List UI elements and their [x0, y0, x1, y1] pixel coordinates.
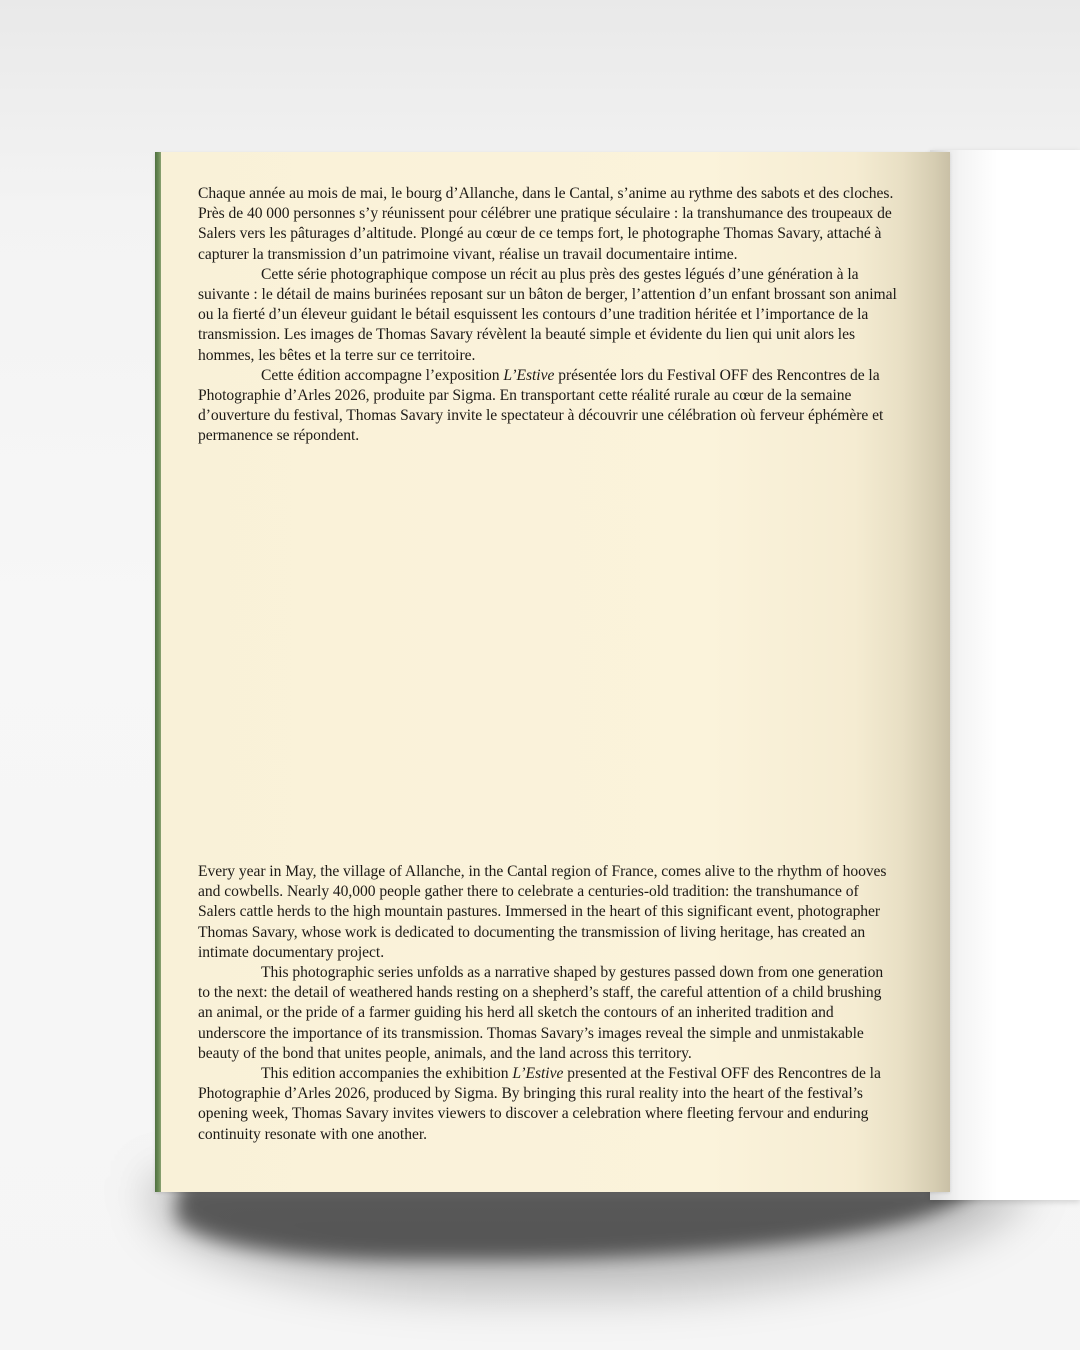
english-exhibition-title: L’Estive: [512, 1065, 564, 1083]
french-text-block: [198, 184, 898, 447]
book-page: [155, 152, 950, 1192]
english-p3-rest: presented at the Festival OFF des Rencontres de la Photographie d’Arles 2026, produced by Sigma. By bringing this rural reality into the heart of the festival’s opening week, Thomas Savary invites viewers to discover a celebration where fleeting fervour and enduring continuity resonate with one another.: [198, 1065, 881, 1143]
french-p3-rest: présentée lors du Festival OFF des Rencontres de la Photographie d’Arles 2026, produite par Sigma. En transportant cette réalité rurale au cœur de la semaine d’ouverture du festival, Thomas Savary invite le spectateur à découvrir une célébration où ferveur éphémère et permanence se répondent.: [198, 366, 884, 445]
next-page-edge: [930, 150, 1080, 1200]
english-text-block: [198, 862, 898, 1145]
french-exhibition-title: L’Estive: [503, 366, 555, 384]
french-p3-intro: Cette édition accompagne l’exposition: [261, 366, 504, 384]
english-paragraph-1: Every year in May, the village of Allanche, in the Cantal region of France, comes alive to the rhythm of hooves and cowbells. Nearly 40,000 people gather there to celebrate a centuries-old tradition: the transhumance of Salers cattle herds to the high mountain pastures. Immersed in the heart of this significant event, photographer Thomas Savary, whose work is dedicated to documenting the transmission of living heritage, has created an intimate documentary project.: [198, 863, 887, 961]
french-paragraph-1: Chaque année au mois de mai, le bourg d’Allanche, dans le Cantal, s’anime au rythme des sabots et des cloches. Près de 40 000 personnes s’y réunissent pour célébrer une pratique séculaire : la transhumance des troupeaux de Salers vers les pâturages d’altitude. Plongé au cœur de ce temps fort, le photographe Thomas Savary, attaché à capturer la transmission d’un patrimoine vivant, réalise un travail documentaire intime.: [198, 185, 894, 263]
french-paragraph-3: [198, 366, 898, 447]
french-paragraph-2: Cette série photographique compose un récit au plus près des gestes légués d’une génération à la suivante : le détail de mains burinées reposant sur un bâton de berger, l’attention d’un enfant brossant son animal ou la fierté d’un éleveur guidant le bétail esquissent les contours d’une tradition héritée et l’importance de la transmission. Les images de Thomas Savary révèlent la beauté simple et évidente du lien qui unit alors les hommes, les bêtes et la terre sur ce territoire.: [198, 265, 897, 364]
book-spine: [155, 152, 161, 1192]
english-paragraph-3: [198, 1064, 898, 1145]
english-p3-intro: This edition accompanies the exhibition: [261, 1065, 513, 1083]
english-paragraph-2: This photographic series unfolds as a narrative shaped by gestures passed down from one generation to the next: the detail of weathered hands resting on a shepherd’s staff, the careful attention of a child brushing an animal, or the pride of a farmer guiding his herd all sketch the contours of an inherited tradition and underscore the importance of its transmission. Thomas Savary’s images reveal the simple and unmistakable beauty of the bond that unites people, animals, and the land across this territory.: [198, 964, 884, 1062]
